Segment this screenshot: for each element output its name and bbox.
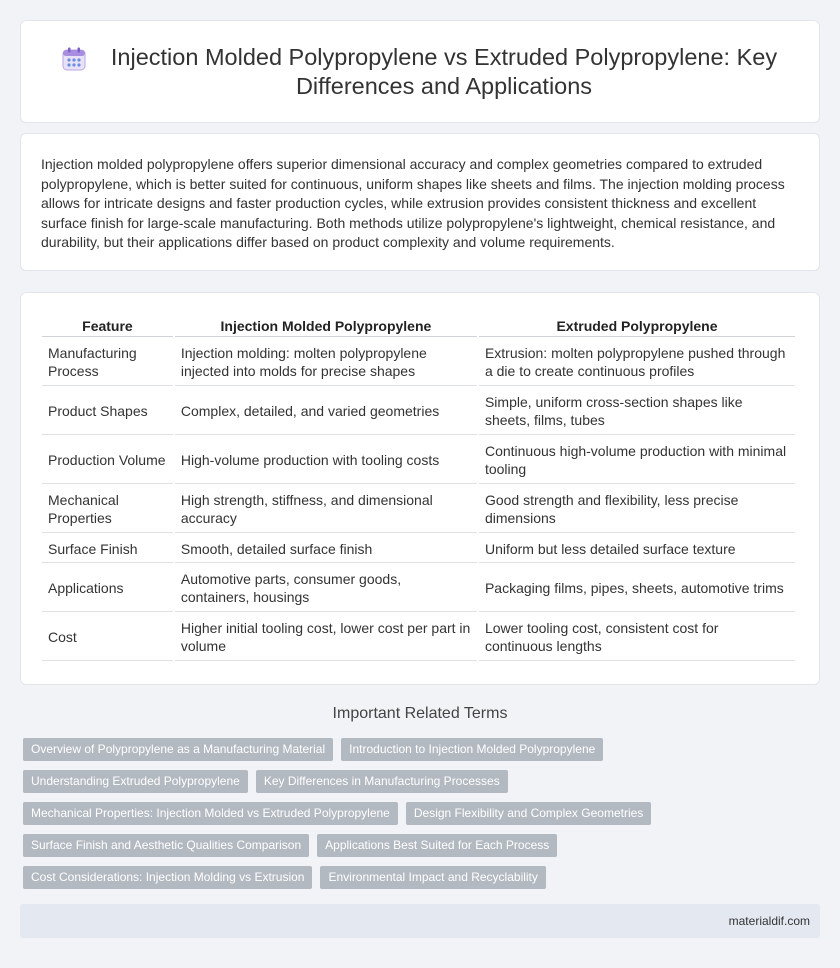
footer xyxy=(20,904,820,938)
related-term-tag[interactable]: Applications Best Suited for Each Process xyxy=(317,834,557,857)
related-term-tag[interactable]: Mechanical Properties: Injection Molded vs Extruded Polypropylene xyxy=(23,802,398,825)
table-cell-extruded: Continuous high-volume production with minimal tooling xyxy=(479,437,795,484)
related-term-tag[interactable]: Understanding Extruded Polypropylene xyxy=(23,770,248,793)
table-header-cell: Feature xyxy=(42,317,173,337)
intro-card xyxy=(20,133,820,271)
table-row xyxy=(42,437,795,484)
table-header-row xyxy=(42,317,795,337)
table-header-cell: Injection Molded Polypropylene xyxy=(175,317,477,337)
related-term-tag[interactable]: Design Flexibility and Complex Geometries xyxy=(406,802,651,825)
related-terms-list xyxy=(23,738,813,889)
table-cell-feature: Product Shapes xyxy=(42,388,173,435)
table-cell-feature: Applications xyxy=(42,565,173,612)
related-term-tag[interactable]: Overview of Polypropylene as a Manufacturing Material xyxy=(23,738,333,761)
related-term-tag[interactable]: Key Differences in Manufacturing Processes xyxy=(256,770,508,793)
table-row xyxy=(42,486,795,533)
table-cell-feature: Cost xyxy=(42,614,173,661)
table-cell-feature: Mechanical Properties xyxy=(42,486,173,533)
related-terms-heading: Important Related Terms xyxy=(332,705,508,722)
table-cell-extruded: Lower tooling cost, consistent cost for continuous lengths xyxy=(479,614,795,661)
table-row xyxy=(42,614,795,661)
comparison-table xyxy=(40,315,797,663)
table-cell-injection: Smooth, detailed surface finish xyxy=(175,535,477,563)
related-term-tag[interactable]: Cost Considerations: Injection Molding vs Extrusion xyxy=(23,866,312,889)
table-cell-extruded: Uniform but less detailed surface texture xyxy=(479,535,795,563)
table-row xyxy=(42,565,795,612)
table-cell-extruded: Packaging films, pipes, sheets, automotive trims xyxy=(479,565,795,612)
table-row xyxy=(42,339,795,386)
page-title: Injection Molded Polypropylene vs Extruded Polypropylene: Key Differences and Applications xyxy=(110,43,778,99)
table-cell-injection: Higher initial tooling cost, lower cost per part in volume xyxy=(175,614,477,661)
table-header-cell: Extruded Polypropylene xyxy=(479,317,795,337)
table-cell-feature: Production Volume xyxy=(42,437,173,484)
footer-site-link[interactable]: materialdif.com xyxy=(728,914,810,928)
table-cell-feature: Manufacturing Process xyxy=(42,339,173,386)
table-cell-injection: Automotive parts, consumer goods, containers, housings xyxy=(175,565,477,612)
table-cell-extruded: Good strength and flexibility, less precise dimensions xyxy=(479,486,795,533)
related-term-tag[interactable]: Environmental Impact and Recyclability xyxy=(320,866,545,889)
header-card xyxy=(20,20,820,123)
table-row xyxy=(42,535,795,563)
calendar-grid-icon xyxy=(61,46,87,72)
table-cell-injection: Complex, detailed, and varied geometries xyxy=(175,388,477,435)
comparison-table-card xyxy=(20,292,820,685)
table-cell-extruded: Extrusion: molten polypropylene pushed through a die to create continuous profiles xyxy=(479,339,795,386)
related-term-tag[interactable]: Surface Finish and Aesthetic Qualities Comparison xyxy=(23,834,309,857)
table-cell-injection: High-volume production with tooling costs xyxy=(175,437,477,484)
table-cell-extruded: Simple, uniform cross-section shapes like sheets, films, tubes xyxy=(479,388,795,435)
table-cell-injection: High strength, stiffness, and dimensional accuracy xyxy=(175,486,477,533)
table-cell-injection: Injection molding: molten polypropylene injected into molds for precise shapes xyxy=(175,339,477,386)
table-row xyxy=(42,388,795,435)
table-cell-feature: Surface Finish xyxy=(42,535,173,563)
intro-paragraph: Injection molded polypropylene offers superior dimensional accuracy and complex geometries compared to extruded polypropylene, which is better suited for continuous, uniform shapes like sheets and films. The injection molding process allows for intricate designs and faster production cycles, while extrusion provides consistent thickness and excellent surface finish for large-scale manufacturing. Both methods utilize polypropylene's lightweight, chemical resistance, and durability, but their applications differ based on product complexity and volume requirements. xyxy=(41,156,785,251)
related-term-tag[interactable]: Introduction to Injection Molded Polypropylene xyxy=(341,738,603,761)
